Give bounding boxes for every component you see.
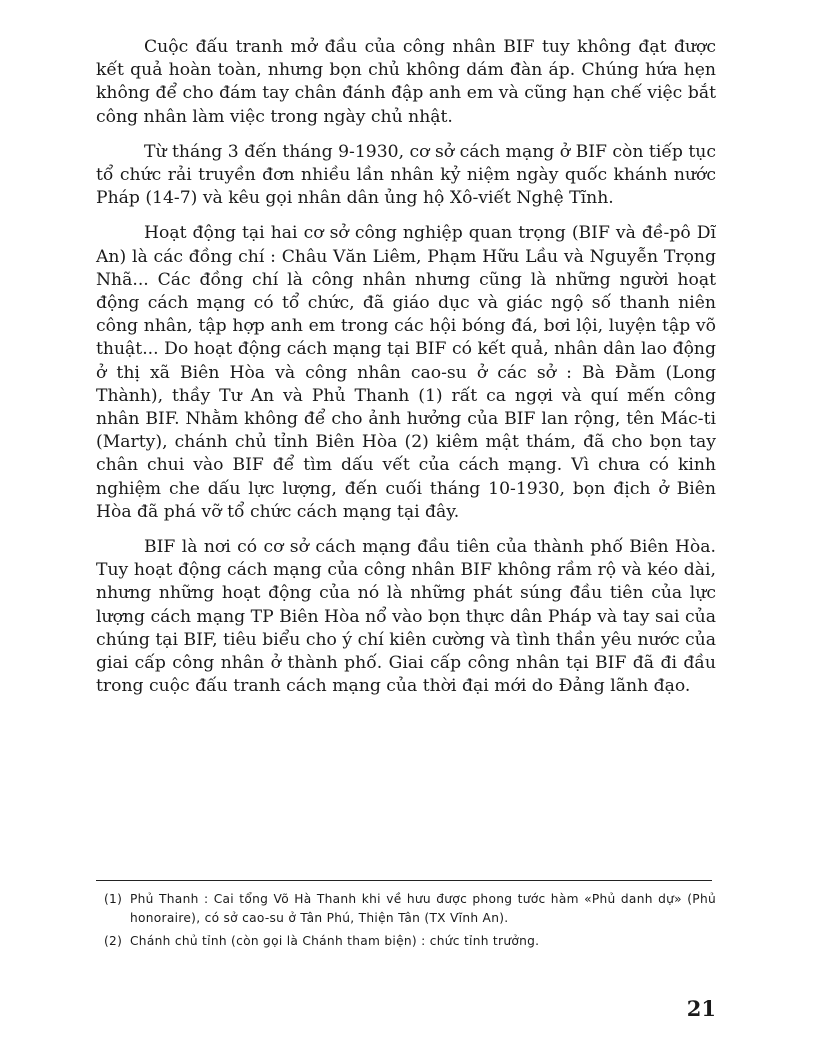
paragraph-4: BIF là nơi có cơ sở cách mạng đầu tiên của thành phố Biên Hòa. Tuy hoạt động cách mạng của công nhân BIF không rầm rộ và kéo dài, nhưng những hoạt động của nó là những phát súng đầu tiên của lực lượng cách mạng TP Biên Hòa nổ vào bọn thực dân Pháp và tay sai của chúng tại BIF, tiêu biểu cho ý chí kiên cường và tình thần yêu nước của giai cấp công nhân ở thành phố. Giai cấp công nhân tại BIF đã đi đầu trong cuộc đấu tranh cách mạng của thời đại mới do Đảng lãnh đạo. — [96, 537, 716, 697]
page-number: 21 — [686, 996, 716, 1021]
footnote-text: Phủ Thanh : Cai tổng Võ Hà Thanh khi về hưu được phong tước hàm «Phủ danh dự» (Phủ honoraire), có sở cao-su ở Tân Phú, Thiện Tân (TX Vĩnh An). — [130, 892, 716, 925]
paragraph-1: Cuộc đấu tranh mở đầu của công nhân BIF tuy không đạt được kết quả hoàn toàn, nhưng bọn chủ không dám đàn áp. Chúng hứa hẹn không để cho đám tay chân đánh đập anh em và cũng hạn chế việc bắt công nhân làm việc trong ngày chủ nhật. — [96, 37, 716, 127]
main-text — [96, 36, 716, 710]
footnote-marker: (1) — [104, 892, 123, 906]
footnotes — [104, 890, 716, 956]
footnote-marker: (2) — [104, 934, 123, 948]
paragraph-2: Từ tháng 3 đến tháng 9-1930, cơ sở cách mạng ở BIF còn tiếp tục tổ chức rải truyền đơn nhiều lần nhân kỷ niệm ngày quốc khánh nước Pháp (14-7) và kêu gọi nhân dân ủng hộ Xô-viết Nghệ Tĩnh. — [96, 141, 716, 209]
footnote-1 — [104, 890, 716, 927]
paragraph-3: Hoạt động tại hai cơ sở công nghiệp quan trọng (BIF và đề-pô Dĩ An) là các đồng chí : Châu Văn Liêm, Phạm Hữu Lầu và Nguyễn Trọng Nhã... Các đồng chí là công nhân nhưng cũng là những người hoạt động cách mạng có tổ chức, đã giáo dục và giác ngộ số thanh niên công nhân, tập hợp anh em trong các hội bóng đá, bơi lội, luyện tập võ thuật... Do hoạt động cách mạng tại BIF có kết quả, nhân dân lao động ở thị xã Biên Hòa và công nhân cao-su ở các sở : Bà Đằm (Long Thành), thầy Tư An và Phủ Thanh (1) rất ca ngợi và quí mến công nhân BIF. Nhằm không để cho ảnh hưởng của BIF lan rộng, tên Mác-ti (Marty), chánh chủ tỉnh Biên Hòa (2) kiêm mật thám, đã cho bọn tay chân chui vào BIF để tìm dấu vết của cách mạng. Vì chưa có kinh nghiệm che dấu lực lượng, đến cuối tháng 10-1930, bọn địch ở Biên Hòa đã phá vỡ tổ chức cách mạng tại đây. — [96, 223, 716, 522]
footnote-2 — [104, 932, 716, 951]
footnote-divider — [96, 880, 712, 881]
footnote-text: Chánh chủ tỉnh (còn gọi là Chánh tham biện) : chức tỉnh trưởng. — [130, 934, 540, 948]
